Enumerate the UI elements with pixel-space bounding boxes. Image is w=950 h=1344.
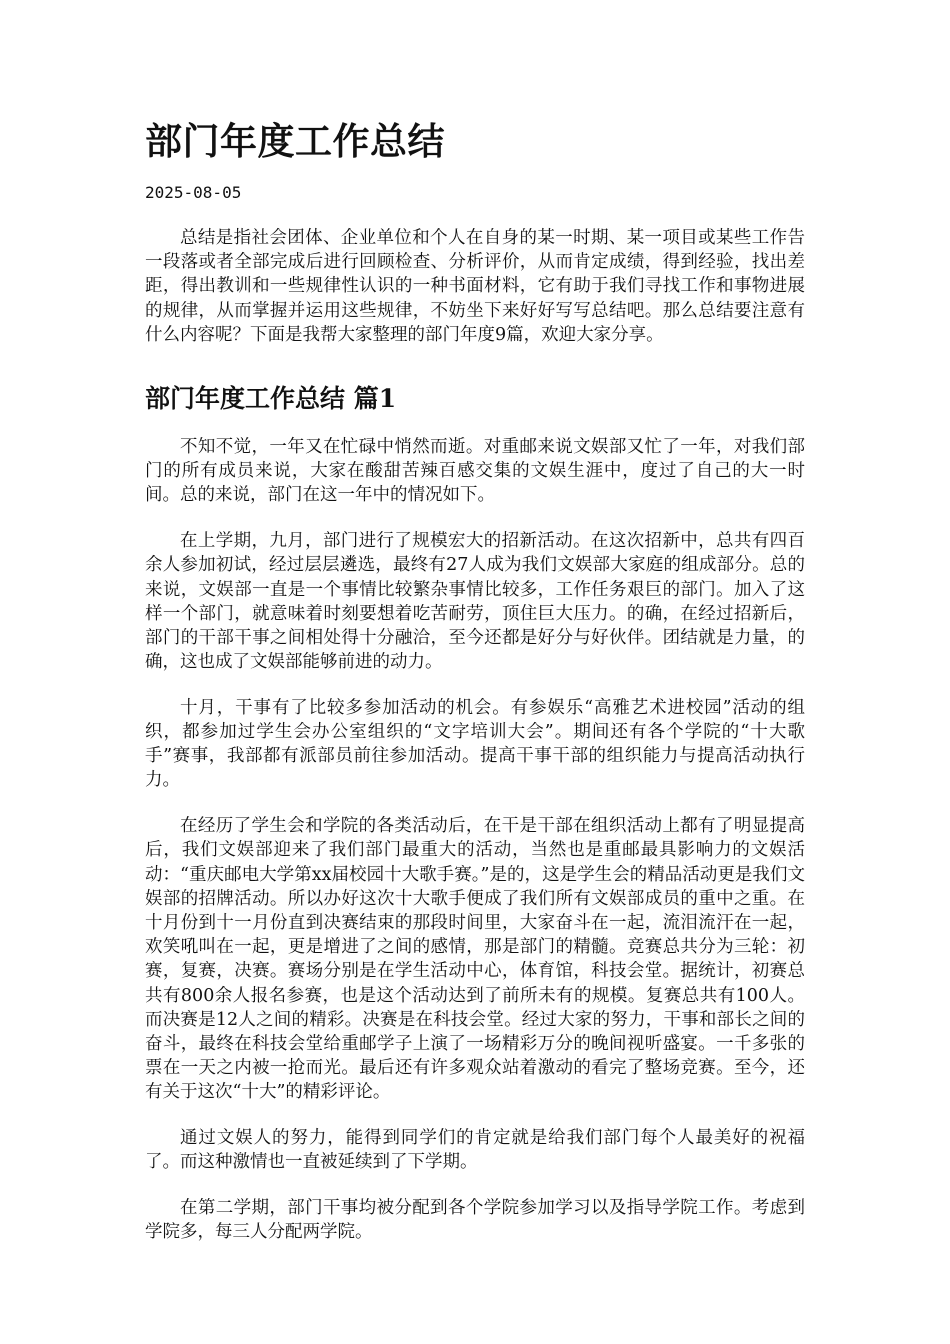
- body-paragraph: 在经历了学生会和学院的各类活动后，在干是干部在组织活动上都有了明显提高后，我们文娱部迎来了我们部门最重大的活动，当然也是重邮最具影响力的文娱活动：“重庆邮电大学第xx届校园十大歌手赛。”是的，这是学生会的精品活动更是我们文娱部的招牌活动。所以办好这次十大歌手便成了我们所有文娱部成员的重中之重。在十月份到十一月份直到决赛结束的那段时间里，大家奋斗在一起，流泪流汗在一起，欢笑吼叫在一起，更是增进了之间的感情，那是部门的精髓。竞赛总共分为三轮：初赛，复赛，决赛。赛场分别是在学生活动中心，体育馆，科技会堂。据统计，初赛总共有800余人报名参赛，也是这个活动达到了前所未有的规模。复赛总共有100人。而决赛是12人之间的精彩。决赛是在科技会堂。经过大家的努力，干事和部长之间的奋斗，最终在科技会堂给重邮学子上演了一场精彩万分的晚间视听盛宴。一千多张的票在一天之内被一抢而光。最后还有许多观众站着激动的看完了整场竞赛。至今，还有关于这次“十大”的精彩评论。: [145, 816, 805, 1103]
- section-1: [145, 381, 805, 1266]
- body-paragraph: 在上学期，九月，部门进行了规模宏大的招新活动。在这次招新中，总共有四百余人参加初试，经过层层遴选，最终有27人成为我们文娱部大家庭的组成部分。总的来说，文娱部一直是一个事情比较繁杂事情比较多，工作任务艰巨的部门。加入了这样一个部门，就意味着时刻要想着吃苦耐劳，顶住巨大压力。的确，在经过招新后，部门的干部干事之间相处得十分融洽，至今还都是好分与好伙伴。团结就是力量，的确，这也成了文娱部能够前进的动力。: [145, 531, 805, 673]
- section-heading: 部门年度工作总结 篇1: [145, 384, 397, 413]
- body-paragraph: 不知不觉，一年又在忙碌中悄然而逝。对重邮来说文娱部又忙了一年，对我们部门的所有成员来说，大家在酸甜苦辣百感交集的文娱生涯中，度过了自己的大一时间。总的来说，部门在这一年中的情况如下。: [145, 437, 805, 506]
- body-paragraph: 在第二学期，部门干事均被分配到各个学院参加学习以及指导学院工作。考虑到学院多，每三人分配两学院。: [145, 1197, 805, 1243]
- body-paragraph: 十月，干事有了比较多参加活动的机会。有参娱乐“高雅艺术进校园”活动的组织，都参加过学生会办公室组织的“文字培训大会”。期间还有各个学院的“十大歌手”赛事，我部都有派部员前往参加活动。提高干事干部的组织能力与提高活动执行力。: [145, 697, 805, 791]
- body-paragraph: 通过文娱人的努力，能得到同学们的肯定就是给我们部门每个人最美好的祝福了。而这种激情也一直被延续到了下学期。: [145, 1128, 805, 1173]
- intro-section: [145, 226, 805, 369]
- intro-paragraph: 总结是指社会团体、企业单位和个人在自身的某一时期、某一项目或某些工作告一段落或者全部完成后进行回顾检查、分析评价，从而肯定成绩，得到经验，找出差距，得出教训和一些规律性认识的一种书面材料，它有助于我们寻找工作和事物进展的规律，从而掌握并运用这些规律，不妨坐下来好好写写总结吧。那么总结要注意有什么内容呢？下面是我帮大家整理的部门年度9篇，欢迎大家分享。: [145, 228, 805, 345]
- document-date: 2025-08-05: [145, 183, 242, 202]
- document-title: 部门年度工作总结: [145, 119, 445, 163]
